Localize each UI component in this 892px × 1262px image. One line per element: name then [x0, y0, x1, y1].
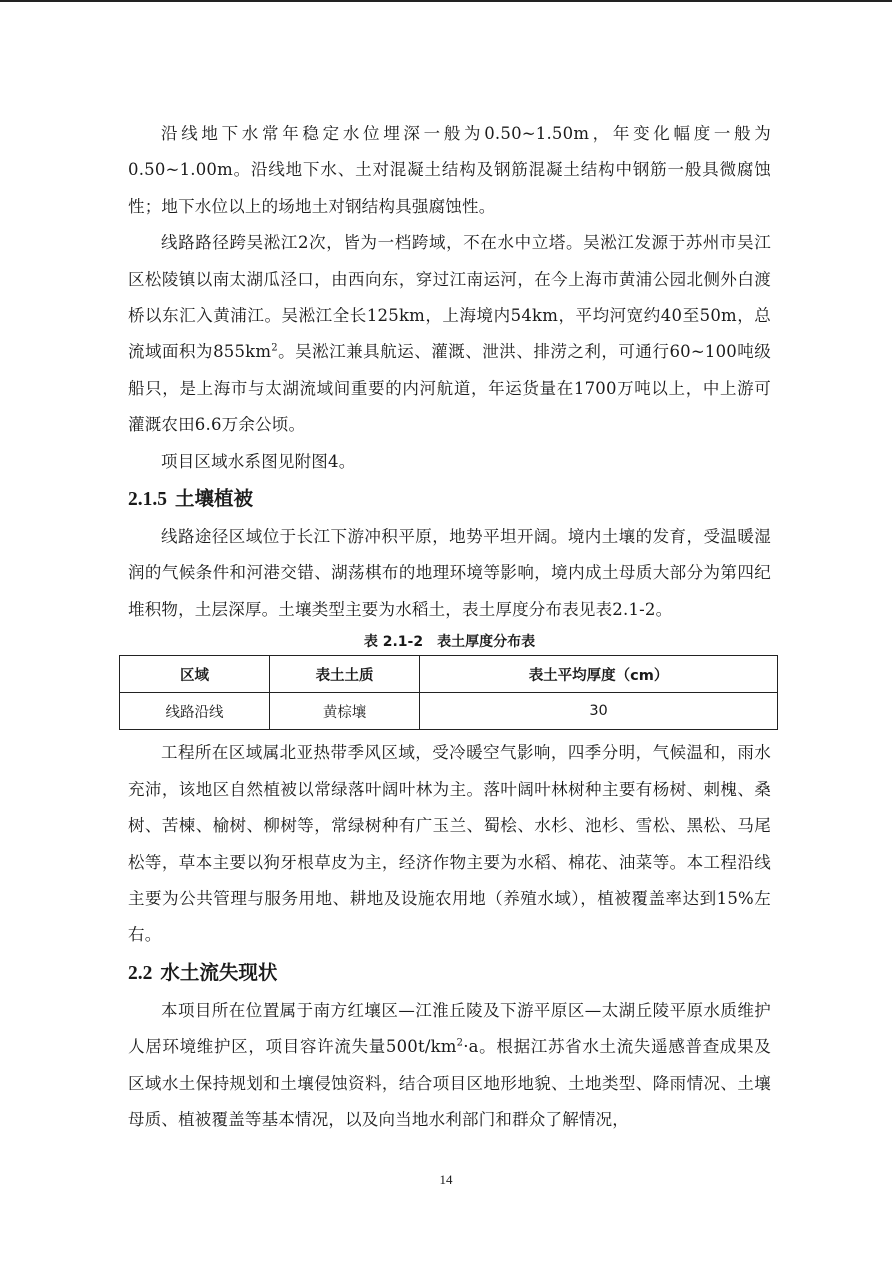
section-title: 土壤植被: [175, 487, 254, 511]
section-number: 2.2: [128, 962, 153, 984]
paragraph-erosion-text-a: 本项目所在位置属于南方红壤区—江淮丘陵及下游平原区—太湖丘陵平原水质维护人居环境维护区，项目容许流失量500t/km: [128, 1000, 771, 1057]
table-cell: 黄棕壤: [270, 693, 420, 730]
paragraph-soil: 线路途径区域位于长江下游冲积平原，地势平坦开阔。境内土壤的发育，受温暖湿润的气候条件和河港交错、湖荡棋布的地理环境等影响，境内成土母质大部分为第四纪堆积物，土层深厚。土壤类型主要为水稻土，表土厚度分布表见表2.1-2。: [128, 527, 771, 619]
table-row: [120, 693, 778, 730]
paragraph-water-map-ref: 项目区域水系图见附图4。: [161, 451, 356, 471]
top-border-line: [0, 0, 892, 2]
soil-thickness-table: [119, 655, 778, 730]
table-header-cell: 区域: [120, 656, 270, 693]
paragraph-wusong-text-a: 线路路径跨吴淞江2次，皆为一档跨域，不在水中立塔。吴淞江发源于苏州市吴江区松陵镇以南太湖瓜泾口，由西向东，穿过江南运河，在今上海市黄浦公园北侧外白渡桥以东汇入黄浦江。吴淞江全长125km，上海境内54km，平均河宽约40至50m，总流域面积为855km: [128, 233, 771, 362]
table-header-cell: 表土平均厚度（cm）: [420, 656, 778, 693]
section-heading-soil-vegetation: [128, 480, 771, 519]
table-caption: 表 2.1-2 表土厚度分布表: [363, 634, 536, 651]
page-content: [128, 116, 771, 1138]
page-number: 14: [439, 1172, 453, 1187]
section-heading-soil-erosion: [128, 954, 771, 993]
paragraph-wusong-river: [128, 225, 771, 443]
superscript-2: 2: [456, 1037, 464, 1049]
paragraph-erosion-text-b: ·a。根据江苏省水土流失遥感普查成果及区域水土保持规划和土壤侵蚀资料，结合项目区地形地貌、土地类型、降雨情况、土壤母质、植被覆盖等基本情况，以及向当地水利部门和群众了解情况，: [128, 1037, 771, 1129]
paragraph-vegetation: 工程所在区域属北亚热带季风区域，受冷暖空气影响，四季分明，气候温和，雨水充沛，该地区自然植被以常绿落叶阔叶林为主。落叶阔叶林树种主要有杨树、刺槐、桑树、苦楝、榆树、柳树等，常绿树种有广玉兰、蜀桧、水杉、池杉、雪松、黑松、马尾松等，草本主要以狗牙根草皮为主，经济作物主要为水稻、棉花、油菜等。本工程沿线主要为公共管理与服务用地、耕地及设施农用地（养殖水域），植被覆盖率达到15%左右。: [128, 743, 771, 945]
superscript-2: 2: [271, 342, 278, 354]
paragraph-erosion-status: [128, 993, 771, 1139]
table-header-row: [120, 656, 778, 693]
table-cell: 线路沿线: [120, 693, 270, 730]
table-header-cell: 表土土质: [270, 656, 420, 693]
section-number: 2.1.5: [128, 489, 167, 511]
table-cell: 30: [420, 693, 778, 730]
paragraph-groundwater: 沿线地下水常年稳定水位埋深一般为0.50~1.50m，年变化幅度一般为0.50~1.00m。沿线地下水、土对混凝土结构及钢筋混凝土结构中钢筋一般具微腐蚀性；地下水位以上的场地土对钢结构具强腐蚀性。: [128, 124, 771, 216]
paragraph-wusong-text-b: 。吴淞江兼具航运、灌溉、泄洪、排涝之利，可通行60~100吨级船只，是上海市与太湖流域间重要的内河航道，年运货量在1700万吨以上，中上游可灌溉农田6.6万余公顷。: [128, 342, 771, 435]
section-title: 水土流失现状: [160, 960, 278, 984]
